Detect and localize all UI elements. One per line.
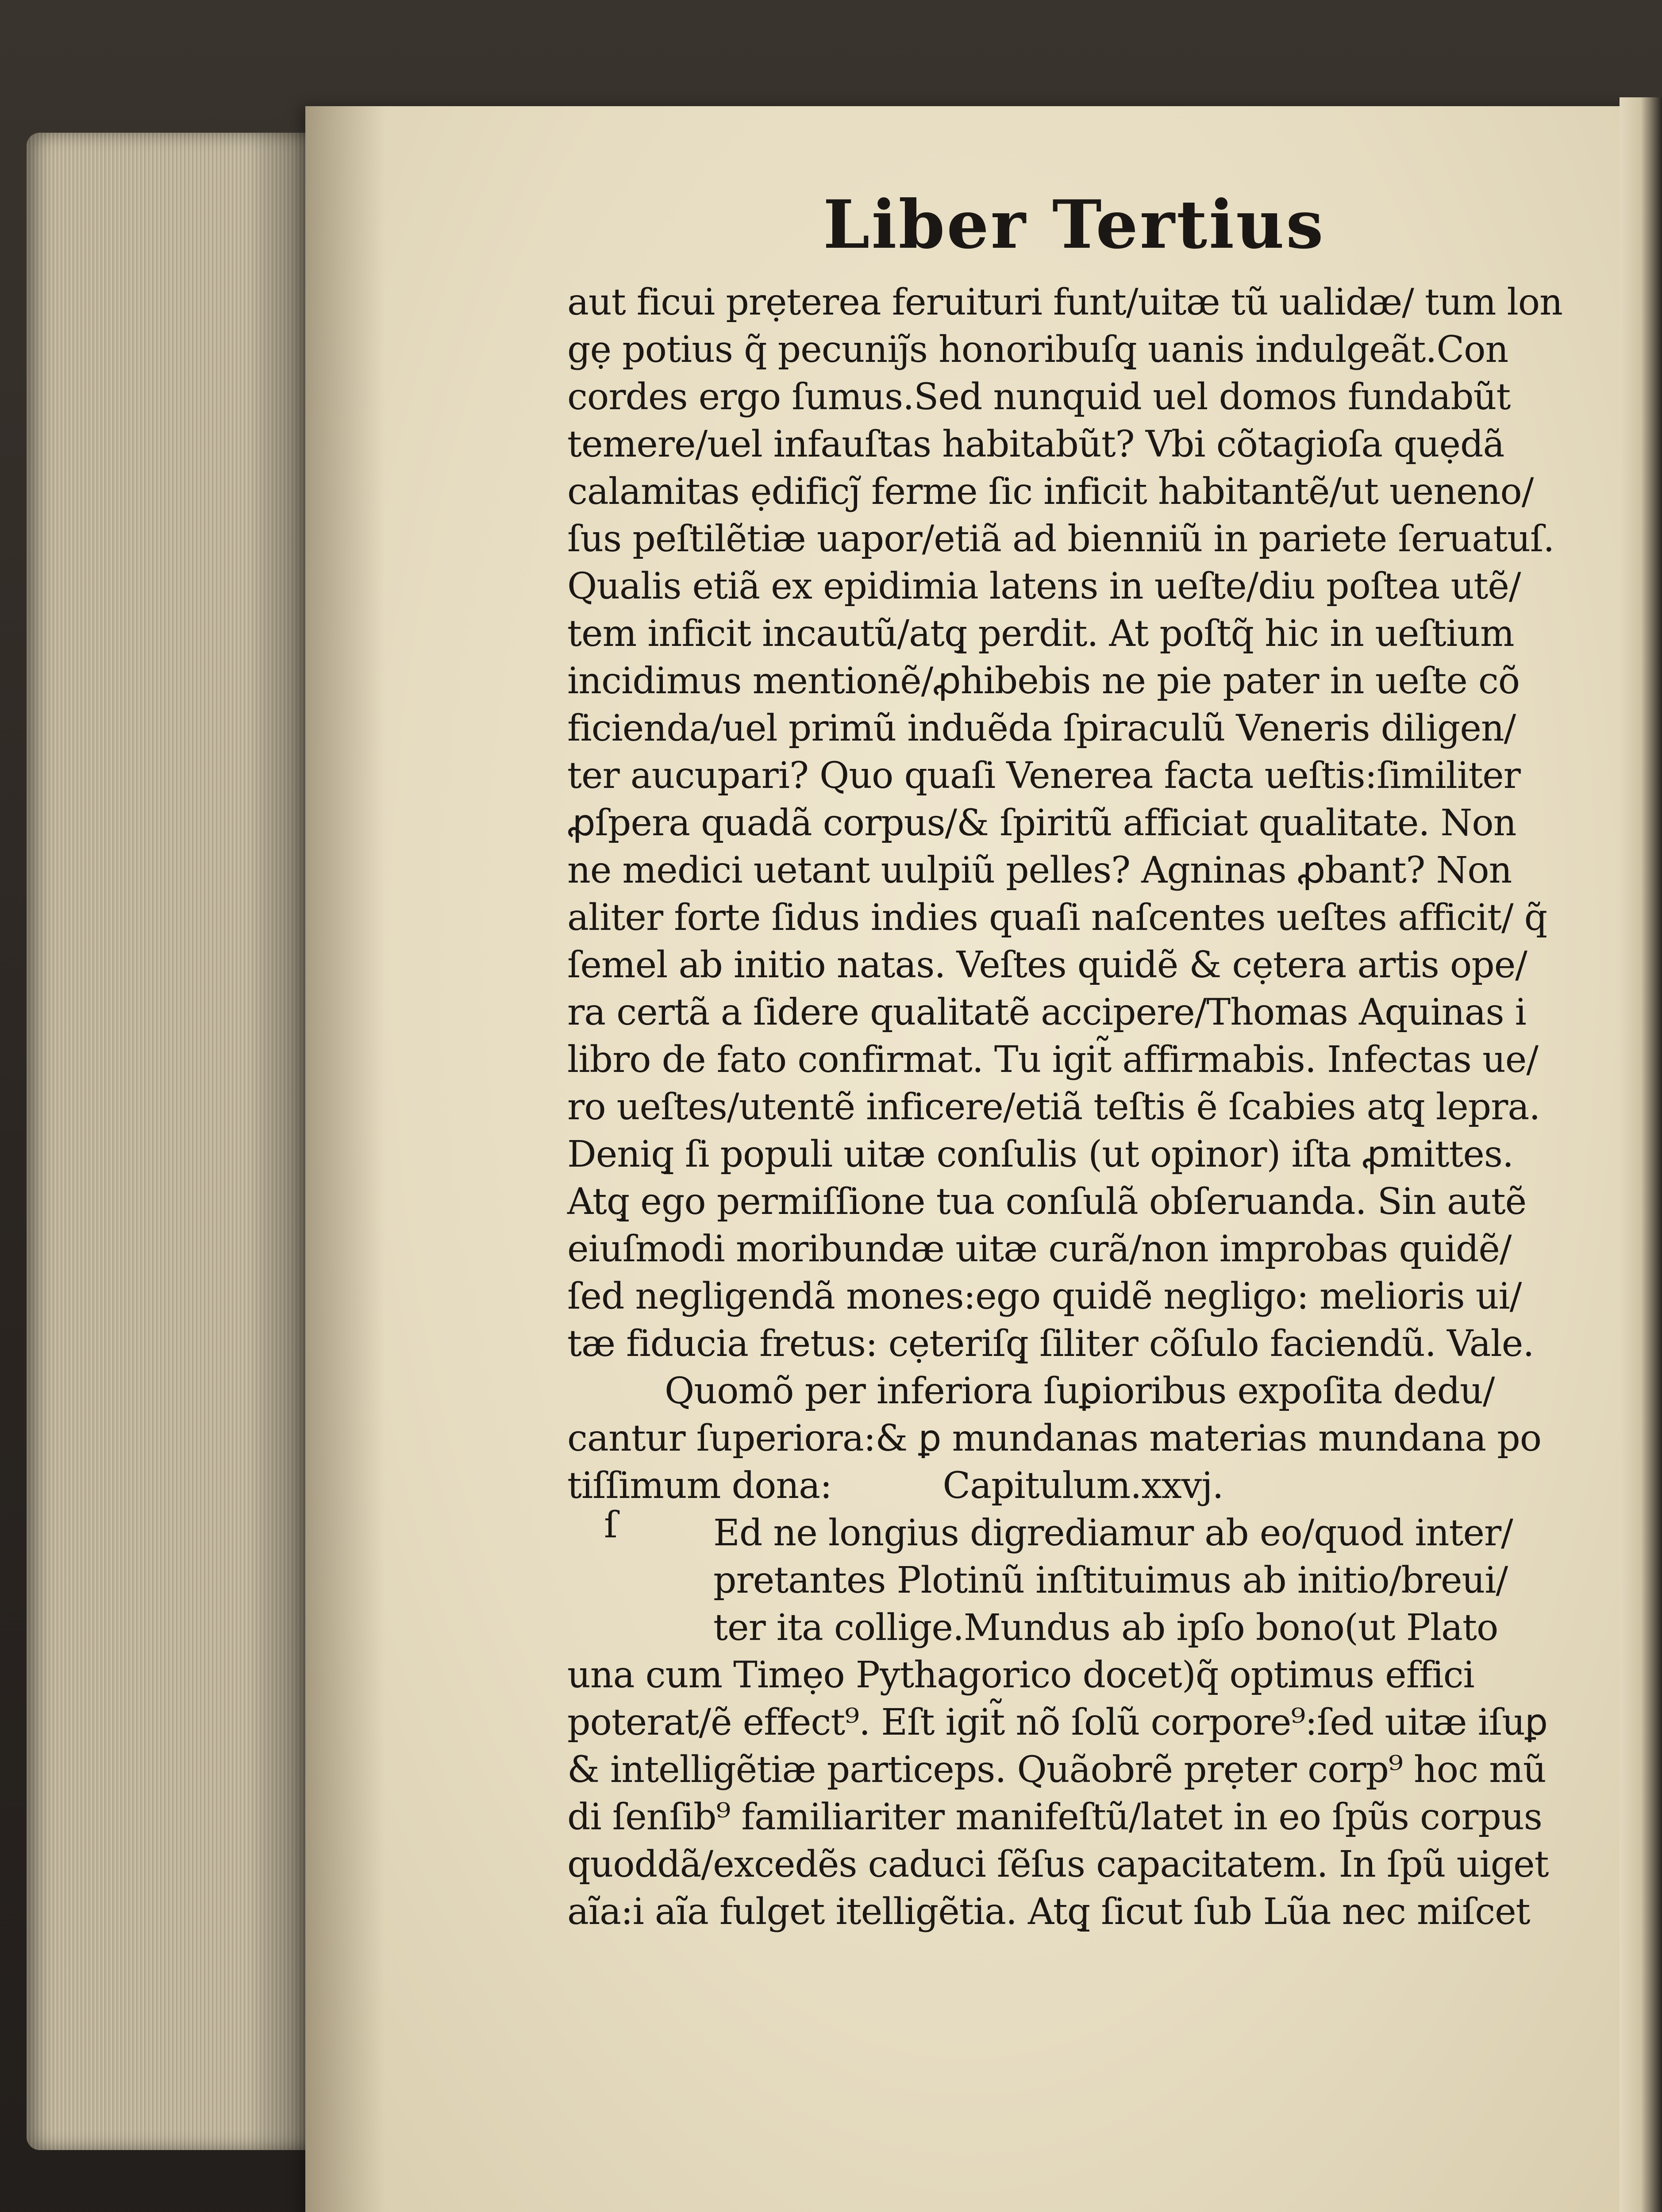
gutter-shadow <box>305 106 385 2212</box>
text-line: ſemel ab initio natas. Veſtes quidẽ & cẹtera artis ope/ <box>567 944 1527 986</box>
text-line: ra certã a ſidere qualitatẽ accipere/Thomas Aquinas i <box>567 991 1526 1033</box>
text-line: ro ueſtes/utentẽ inficere/etiã teſtis ẽ ſcabies atq̧ lepra. <box>567 1086 1540 1128</box>
text-line: poterat/ẽ effect⁹. Eſt igit̃ nõ ſolũ corpore⁹:ſed uitæ iſuꝑ <box>567 1701 1548 1743</box>
text-line: tæ fiducia fretus: cẹteriſq̧ ſiliter cõſulo faciendũ. Vale. <box>567 1323 1534 1365</box>
body-text <box>567 279 1562 1936</box>
text-line: Atq̧ ego permiſſione tua conſulã obſeruanda. Sin autẽ <box>567 1181 1527 1223</box>
fore-edge-shadow <box>248 133 310 2150</box>
text-line: ꝓſpera quadã corpus/& ſpiritũ afficiat qualitate. Non <box>567 802 1516 844</box>
text-line: ſus peſtilẽtiæ uapor/etiã ad bienniũ in pariete ſeruatuſ. <box>567 518 1554 560</box>
text-line: ficienda/uel primũ induẽda ſpiraculũ Veneris diligen/ <box>567 707 1516 749</box>
text-line: ter ita collige.Mundus ab ipſo bono(ut Plato <box>713 1607 1498 1649</box>
text-line: di ſenſib⁹ familiariter manifeſtũ/latet in eo ſpũs corpus <box>567 1796 1542 1838</box>
text-line: tem inficit incautũ/atq̧ perdit. At poſtq̃ hic in ueſtium <box>567 613 1514 655</box>
guide-letter: ſ <box>604 1504 618 1546</box>
text-line: eiuſmodi moribundæ uitæ curã/non improbas quidẽ/ <box>567 1228 1512 1270</box>
text-line: temere/uel infauſtas habitabũt? Vbi cõtagioſa quẹdã <box>567 423 1504 465</box>
text-line: aliter forte ſidus indies quaſi naſcentes ueſtes afficit/ q̃ <box>567 897 1547 939</box>
facing-page-edge <box>1620 97 1662 2212</box>
text-line: Ed ne longius digrediamur ab eo/quod inter/ <box>713 1512 1513 1554</box>
text-line: calamitas ẹdificȷ̃ ferme ſic inficit habitantẽ/ut ueneno/ <box>567 471 1534 513</box>
text-line: Deniq̧ ſi populi uitæ conſulis (ut opinor) iſta ꝓmittes. <box>567 1133 1514 1175</box>
text-line: quoddã/excedẽs caduci ſẽſus capacitatem. In ſpũ uiget <box>567 1843 1549 1886</box>
text-line: incidimus mentionẽ/ꝓhibebis ne pie pater in ueſte cõ <box>567 660 1520 702</box>
text-line: & intelligẽtiæ particeps. Quãobrẽ prẹter corp⁹ hoc mũ <box>567 1749 1546 1791</box>
text-line: ter aucupari? Quo quaſi Venerea facta ueſtis:ſimiliter <box>567 755 1520 797</box>
text-line: Qualis etiã ex epidimia latens in ueſte/diu poſtea utẽ/ <box>567 565 1521 607</box>
chapter-heading-line: Quomõ per inferiora ſuꝑioribus expoſita dedu/ <box>665 1370 1495 1412</box>
chapter-heading-line: cantur ſuperiora:& ꝑ mundanas materias mundana po <box>567 1417 1542 1459</box>
text-line: una cum Timẹo Pythagorico docet)q̃ optimus effici <box>567 1654 1474 1696</box>
text-line: libro de fato confirmat. Tu igit̃ affirmabis. Infectas ue/ <box>567 1039 1538 1081</box>
text-line: pretantes Plotinũ inſtituimus ab initio/breui/ <box>713 1559 1508 1601</box>
text-line: ne medici uetant uulpiũ pelles? Agninas ꝓbant? Non <box>567 849 1512 891</box>
text-line: aut ficui prẹterea feruituri funt/uitæ tũ ualidæ/ tum lon <box>567 281 1562 323</box>
text-line: aĩa:i aĩa fulget itelligẽtia. Atq̧ ſicut ſub Lũa nec miſcet <box>567 1891 1530 1933</box>
text-line: ſed negligendã mones:ego quidẽ negligo: melioris ui/ <box>567 1275 1522 1317</box>
text-line: cordes ergo ſumus.Sed nunquid uel domos fundabũt <box>567 376 1511 418</box>
running-head: Liber Tertius <box>823 186 1325 264</box>
chapter-heading-line: tiſſimum dona: Capitulum.xxvj. <box>567 1465 1223 1507</box>
text-line: gẹ potius q̃ pecuniȷ̃s honoribuſq̧ uanis indulgeãt.Con <box>567 329 1508 371</box>
